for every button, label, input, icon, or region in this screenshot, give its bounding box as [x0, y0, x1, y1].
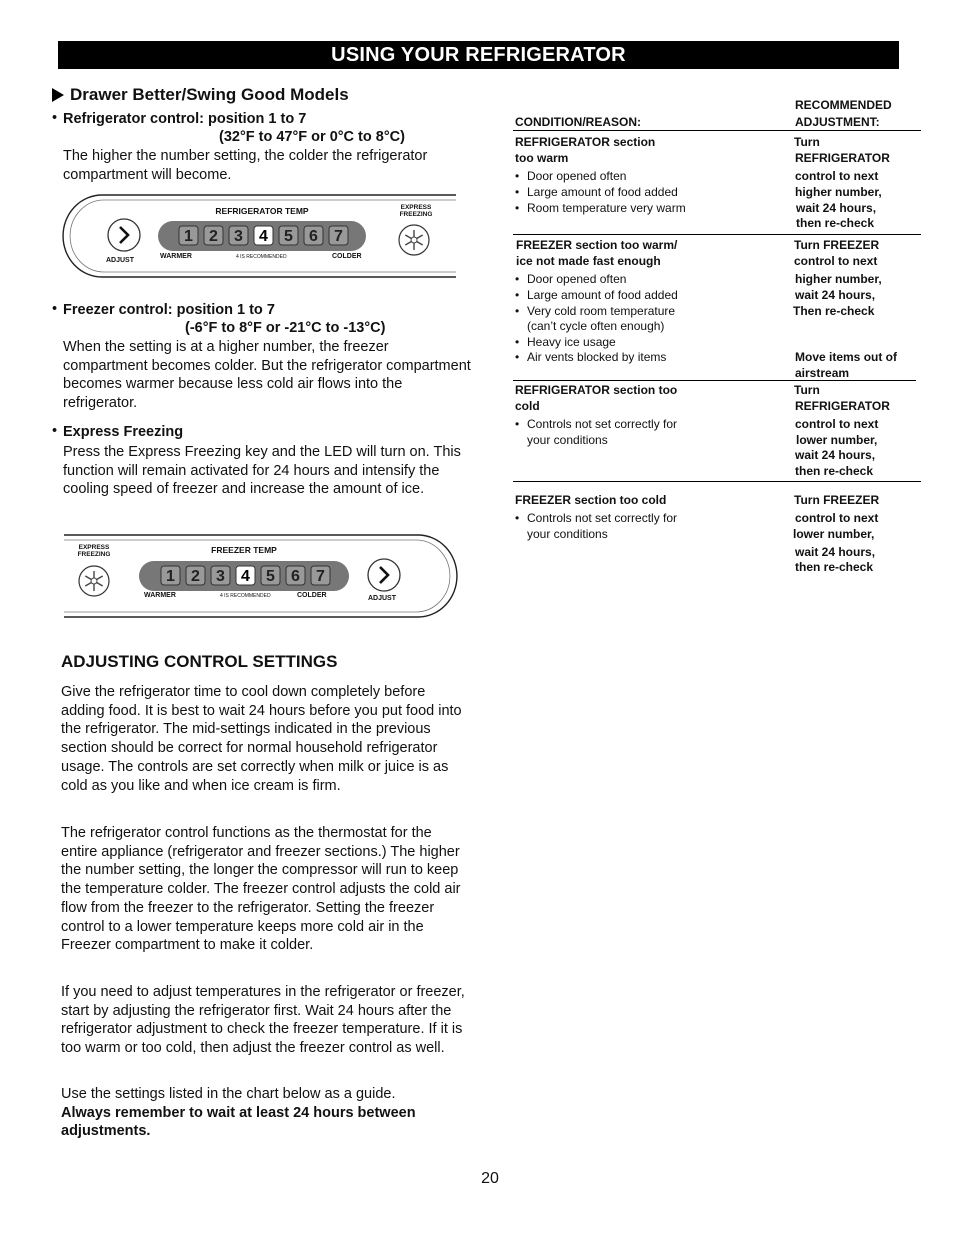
row3-adjustment: REFRIGERATOR: [795, 399, 890, 413]
row3-item: • Controls not set correctly for: [513, 417, 677, 433]
row4-adjustment: then re-check: [795, 560, 874, 574]
row2-item: • Very cold room temperature: [513, 304, 675, 320]
row2-adjustment-alt: Move items out of: [795, 350, 898, 364]
freezer-warmer-label: WARMER: [144, 592, 176, 599]
row3-item-cont: your conditions: [527, 433, 608, 447]
digit-label: 3: [216, 568, 225, 585]
fridge-adjust-label: ADJUST: [106, 257, 135, 264]
digit-label: 2: [209, 228, 218, 245]
row4-adjustment: lower number,: [793, 527, 875, 541]
digit-label: 1: [166, 568, 175, 585]
row2-item: • Air vents blocked by items: [513, 350, 666, 366]
row2-adjustment: Turn FREEZER: [794, 238, 880, 252]
adjusting-paragraph-2: The refrigerator control functions as the thermostat for the entire appliance (refrigerator and freezer sections.) The higher the number setting, the longer the compressor will run to keep the temperature colder. The freezer control adjusts the cold air flow from the freezer to the refrigerator. Setting the freezer control to a lower temperature keeps more cold air in the Freezer compartment to make it colder.: [61, 825, 461, 954]
freezer-control-heading: • Freezer control: position 1 to 7: [52, 301, 275, 318]
freezer-colder-label: COLDER: [297, 592, 327, 599]
freezer-control-range: (-6°F to 8°F or -21°C to -13°C): [185, 320, 386, 336]
row2-adjustment: higher number,: [795, 272, 882, 286]
row4-item-cont: your conditions: [527, 527, 608, 541]
row2-item: • Large amount of food added: [513, 288, 678, 304]
row3-condition: cold: [515, 399, 540, 413]
freezer-express-label: EXPRESS FREEZING: [77, 544, 111, 558]
row2-item: • Heavy ice usage: [513, 335, 616, 351]
digit-label: 2: [191, 568, 200, 585]
row1-item: • Large amount of food added: [513, 185, 678, 201]
row3-adjustment: lower number,: [796, 433, 878, 447]
snowflake-icon: [399, 225, 429, 255]
row4-adjustment: Turn FREEZER: [794, 493, 880, 507]
left-column: [52, 84, 472, 106]
freezer-control-section: [52, 301, 472, 413]
row4-adjustment: control to next: [795, 511, 879, 525]
row1-adjustment: REFRIGERATOR: [795, 151, 890, 165]
table-header-condition: CONDITION/REASON:: [515, 115, 641, 129]
row1-condition: too warm: [515, 151, 569, 165]
digit-label: 4: [241, 568, 250, 585]
freezer-digit-group: [161, 566, 330, 585]
row1-condition: REFRIGERATOR section: [515, 135, 656, 149]
fridge-control-section: [52, 110, 472, 184]
express-freezing-heading: • Express Freezing: [52, 423, 184, 440]
row2-condition: ice not made fast enough: [516, 254, 661, 268]
arrow-right-icon: [52, 88, 64, 102]
adjusting-note-bold: Always remember to wait at least 24 hours between adjustments.: [61, 1104, 416, 1140]
digit-label: 5: [284, 228, 293, 245]
table-header-recommended: RECOMMENDED: [795, 98, 892, 112]
row3-adjustment: then re-check: [795, 464, 874, 478]
row3-adjustment: control to next: [795, 417, 879, 431]
fridge-control-heading: • Refrigerator control: position 1 to 7: [52, 110, 307, 127]
models-heading: [52, 84, 472, 106]
digit-label: 4: [259, 228, 268, 245]
row2-adjustment: control to next: [794, 254, 878, 268]
fridge-express-label: EXPRESS FREEZING: [399, 204, 433, 218]
adjusting-paragraph-1: Give the refrigerator time to cool down completely before adding food. It is best to wait 24 hours before you put food into the refrigerator. The mid-settings indicated in the previous section should be correct for normal household refrigerator usage. The controls are set correctly when milk or juice is as cold as you like and when ice cream is firm.: [61, 684, 462, 794]
table-divider: [513, 130, 921, 131]
adjusting-heading: ADJUSTING CONTROL SETTINGS: [61, 652, 338, 671]
freezer-adjust-label: ADJUST: [368, 595, 397, 602]
digit-label: 5: [266, 568, 275, 585]
row1-item: • Door opened often: [513, 169, 626, 185]
row1-adjustment: wait 24 hours,: [796, 201, 877, 215]
row1-adjustment: control to next: [795, 169, 879, 183]
freezer-panel-title: FREEZER TEMP: [211, 545, 277, 555]
table-divider: [513, 481, 921, 482]
freezer-recommended-label: 4 IS RECOMMENDED: [220, 593, 271, 599]
fridge-control-text: The higher the number setting, the colder the refrigerator compartment will become.: [63, 148, 428, 183]
digit-label: 7: [334, 228, 343, 245]
fridge-control-panel: [62, 193, 458, 283]
fridge-colder-label: COLDER: [332, 253, 362, 260]
row2-condition: FREEZER section too warm/: [516, 238, 678, 252]
row2-adjustment: wait 24 hours,: [795, 288, 876, 302]
table-divider: [513, 234, 921, 235]
table-divider: [513, 380, 916, 381]
row2-item-note: (can’t cycle often enough): [527, 319, 665, 333]
table-header-adjustment: ADJUSTMENT:: [795, 115, 880, 129]
row2-item: • Door opened often: [513, 272, 626, 288]
adjusting-paragraph-3: If you need to adjust temperatures in the refrigerator or freezer, start by adjusting the refrigerator first. Wait 24 hours after the refrigerator adjustment to check the freezer temperature. If it is too warm or too cold, then adjust the freezer control as well.: [61, 984, 465, 1057]
freezer-control-text: When the setting is at a higher number, the freezer compartment becomes colder. But the refrigerator compartment becomes warmer because less cold air flows into the refrigerator.: [63, 339, 471, 412]
page-number: 20: [481, 1170, 499, 1187]
row1-adjustment: higher number,: [795, 185, 882, 199]
row1-item: • Room temperature very warm: [513, 201, 686, 217]
freezer-control-panel: [62, 533, 458, 623]
digit-label: 3: [234, 228, 243, 245]
row1-adjustment: Turn: [794, 135, 820, 149]
row2-adjustment-alt: airstream: [795, 366, 850, 380]
fridge-digit-group: [179, 226, 348, 245]
digit-label: 6: [309, 228, 318, 245]
adjusting-paragraph-4: Use the settings listed in the chart below as a guide. Always remember to wait at least 24 hours between adjustments.: [61, 1086, 416, 1140]
snowflake-icon: [79, 566, 109, 596]
row1-adjustment: then re-check: [796, 216, 875, 230]
fridge-warmer-label: WARMER: [160, 253, 192, 260]
row4-item: • Controls not set correctly for: [513, 511, 677, 527]
page-banner: USING YOUR REFRIGERATOR: [58, 41, 899, 69]
digit-label: 7: [316, 568, 325, 585]
row2-adjustment: Then re-check: [793, 304, 875, 318]
row4-adjustment: wait 24 hours,: [795, 545, 876, 559]
row3-adjustment: wait 24 hours,: [795, 448, 876, 462]
fridge-recommended-label: 4 IS RECOMMENDED: [236, 254, 287, 260]
express-freezing-text: Press the Express Freezing key and the LED will turn on. This function will remain activated for 24 hours and intensify the cooling speed of freezer and increase the amount of ice.: [63, 444, 461, 498]
row3-condition: REFRIGERATOR section too: [515, 383, 678, 397]
fridge-panel-title: REFRIGERATOR TEMP: [215, 206, 309, 216]
fridge-control-range: (32°F to 47°F or 0°C to 8°C): [219, 129, 405, 145]
row3-adjustment: Turn: [794, 383, 820, 397]
row4-condition: FREEZER section too cold: [515, 493, 667, 507]
express-freezing-section: [52, 423, 472, 499]
digit-label: 6: [291, 568, 300, 585]
models-heading-text: Drawer Better/Swing Good Models: [70, 85, 349, 104]
digit-label: 1: [184, 228, 193, 245]
